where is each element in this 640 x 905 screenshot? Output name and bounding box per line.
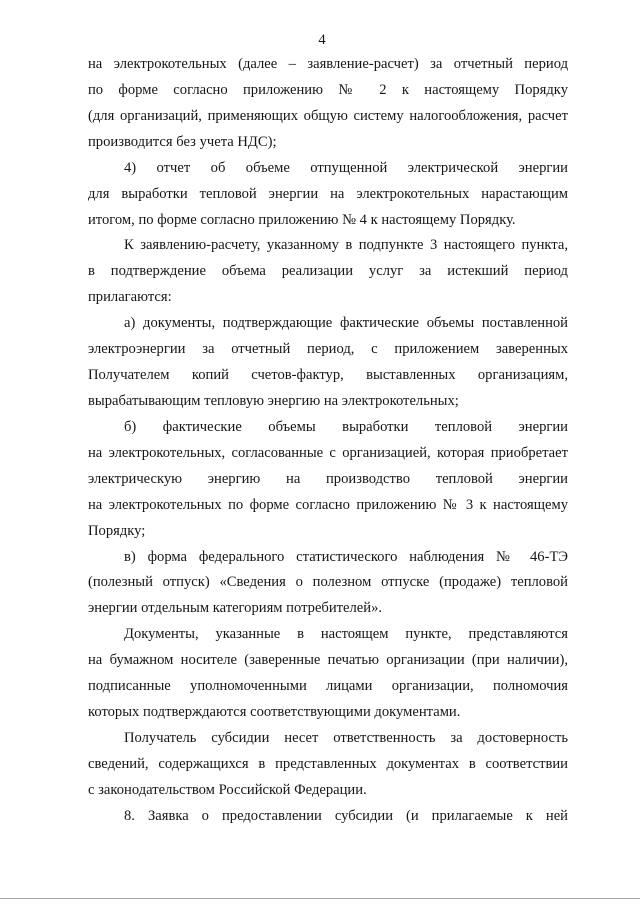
paragraph-responsibility <box>88 726 568 804</box>
text-line: а) документы, подтверждающие фактические объемы поставленной <box>124 315 568 332</box>
text-line: электроэнергии за отчетный период, с приложением заверенных <box>88 341 568 358</box>
paragraph-attachment-b <box>88 415 568 545</box>
text-line: которых подтверждаются соответствующими документами. <box>88 704 461 721</box>
text-line: для выработки тепловой энергии на электрокотельных нарастающим <box>88 185 568 202</box>
text-line: на электрокотельных, согласованные с организацией, которая приобретает <box>88 444 568 461</box>
scan-edge-line <box>0 898 640 899</box>
text-line: итогом, по форме согласно приложению № 4 к настоящему Порядку. <box>88 211 516 228</box>
paragraph-attachment-a <box>88 311 568 415</box>
text-line: К заявлению-расчету, указанному в подпункте 3 настоящего пункта, <box>124 237 568 254</box>
text-line: (полезный отпуск) «Сведения о полезном отпуске (продаже) тепловой <box>88 574 568 591</box>
text-line: производится без учета НДС); <box>88 133 277 150</box>
text-line: на бумажном носителе (заверенные печатью организации (при наличии), <box>88 652 568 669</box>
text-line: в) форма федерального статистического наблюдения № 46-ТЭ <box>124 548 568 565</box>
text-line: в подтверждение объема реализации услуг за истекший период <box>88 263 568 280</box>
text-line: б) фактические объемы выработки тепловой энергии <box>124 418 568 435</box>
text-line: вырабатывающим тепловую энергию на электрокотельных; <box>88 392 459 409</box>
text-line: 4) отчет об объеме отпущенной электрической энергии <box>124 159 568 176</box>
paragraph-documents-format <box>88 622 568 726</box>
text-line: с законодательством Российской Федерации. <box>88 781 367 798</box>
paragraph-item-8 <box>88 804 568 830</box>
text-line: 8. Заявка о предоставлении субсидии (и прилагаемые к ней <box>124 807 568 824</box>
paragraph-item-4 <box>88 156 568 234</box>
paragraph-attachment-v <box>88 545 568 623</box>
text-line: Документы, указанные в настоящем пункте, представляются <box>124 626 568 643</box>
text-line: Порядку; <box>88 522 146 539</box>
text-line: на электрокотельных (далее – заявление-расчет) за отчетный период <box>88 56 568 72</box>
text-line: Получателем копий счетов-фактур, выставленных организациям, <box>88 367 568 384</box>
text-line: на электрокотельных по форме согласно приложению № 3 к настоящему <box>88 496 568 513</box>
text-line: (для организаций, применяющих общую систему налогообложения, расчет <box>88 107 568 124</box>
page-number: 4 <box>318 32 326 48</box>
document-body <box>88 52 568 830</box>
text-line: сведений, содержащихся в представленных документах в соответствии <box>88 755 568 772</box>
text-line: электрическую энергию на производство тепловой энергии <box>88 470 568 487</box>
paragraph-attachments-intro <box>88 233 568 311</box>
text-line: прилагаются: <box>88 289 172 306</box>
text-line: энергии отдельным категориям потребителей». <box>88 600 383 617</box>
text-line: по форме согласно приложению № 2 к настоящему Порядку <box>88 81 568 98</box>
paragraph-item-3-continued <box>88 52 568 156</box>
text-line: Получатель субсидии несет ответственность за достоверность <box>124 729 568 746</box>
text-line: подписанные уполномоченными лицами организации, полномочия <box>88 678 568 695</box>
